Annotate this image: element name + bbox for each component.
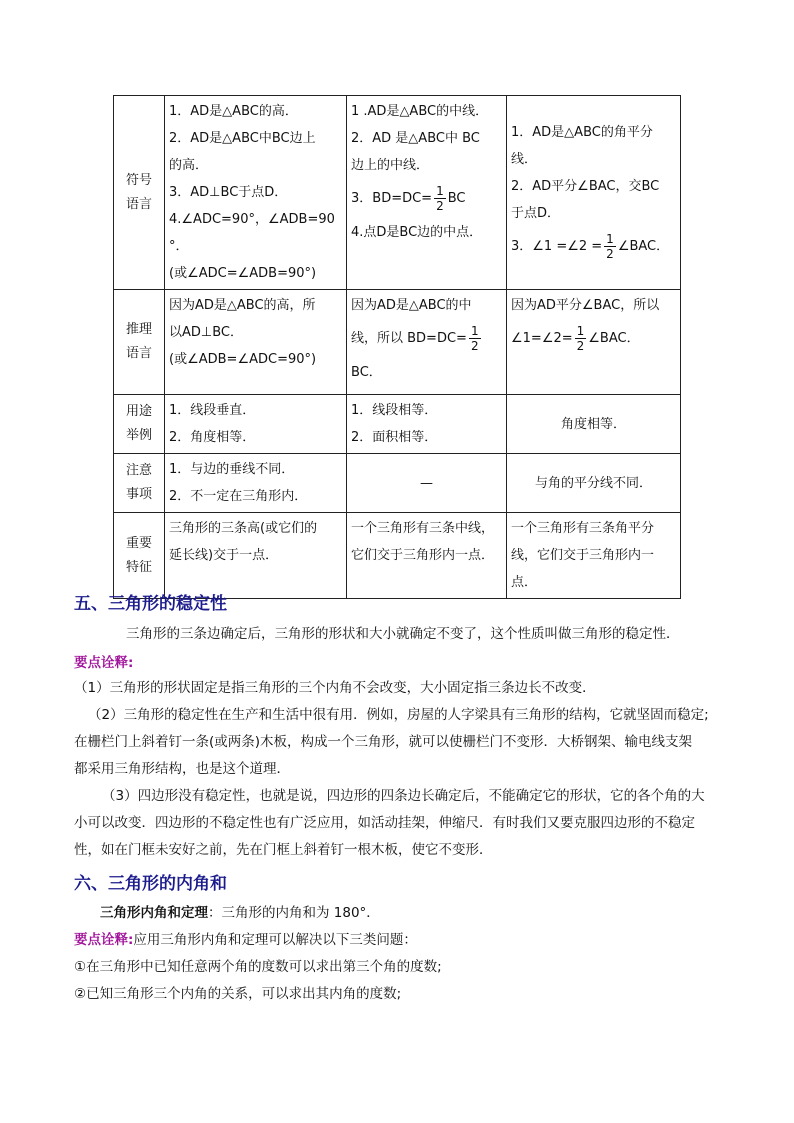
table-cell: 1．线段垂直． 2．角度相等．	[165, 395, 347, 454]
theorem-line	[100, 903, 380, 923]
table-row	[114, 96, 681, 290]
section-title: 六、三角形的内角和	[74, 874, 227, 894]
row-header: 重要 特征	[114, 513, 165, 599]
paragraph: 在栅栏门上斜着钉一条(或两条)木板，构成一个三角形，就可以使栅栏门不变形．大桥钢架、输电线支架	[74, 734, 693, 750]
paragraph: 小可以改变．四边形的不稳定性也有广泛应用，如活动挂架，伸缩尺．有时我们又要克服四边形的不稳定	[74, 815, 695, 831]
fraction: $\frac{1}{2}$	[606, 231, 614, 261]
paragraph: （3）四边形没有稳定性，也就是说，四边形的四条边长确定后，不能确定它的形状，它的各个角的大	[102, 788, 705, 804]
theorem-label: 三角形内角和定理	[100, 905, 208, 921]
table-cell: 角度相等．	[507, 395, 681, 454]
keypoint-label: 要点诠释:	[74, 655, 134, 671]
table-cell: 1．AD是△ABC的角平分 线． 2．AD平分∠BAC，交BC 于点D． 3．∠1 =∠2 = $\frac{1}{2}$ ∠BAC．	[507, 96, 681, 290]
list-item: ①在三角形中已知任意两个角的度数可以求出第三个角的度数;	[74, 959, 442, 975]
row-header: 注意 事项	[114, 454, 165, 513]
table-row	[114, 513, 681, 599]
table-row	[114, 454, 681, 513]
row-header: 符号 语言	[114, 96, 165, 290]
paragraph: 都采用三角形结构，也是这个道理．	[74, 761, 290, 777]
list-item: ②已知三角形三个内角的关系，可以求出其内角的度数;	[74, 986, 402, 1002]
table-cell: 因为AD平分∠BAC，所以 ∠1=∠2= $\frac{1}{2}$ ∠BAC．	[507, 290, 681, 395]
table-cell: —	[347, 454, 507, 513]
table-cell: 1．AD是△ABC的高． 2．AD是△ABC中BC边上 的高． 3．AD⊥BC于点D． 4.∠ADC=90°，∠ADB=90 °． (或∠ADC=∠ADB=90°)	[165, 96, 347, 290]
properties-table	[113, 95, 681, 599]
paragraph: （2）三角形的稳定性在生产和生活中很有用．例如，房屋的人字梁具有三角形的结构，它就坚固而稳定;	[88, 707, 709, 723]
row-header: 推理 语言	[114, 290, 165, 395]
paragraph: 性，如在门框未安好之前，先在门框上斜着钉一根木板，使它不变形．	[74, 842, 493, 858]
keypoint-line	[74, 930, 417, 950]
table-cell: 一个三角形有三条中线， 它们交于三角形内一点．	[347, 513, 507, 599]
fraction: $\frac{1}{2}$	[470, 324, 479, 353]
table-cell: 1．线段相等． 2．面积相等．	[347, 395, 507, 454]
paragraph: （1）三角形的形状固定是指三角形的三个内角不会改变，大小固定指三条边长不改变．	[74, 680, 596, 696]
table-cell: 三角形的三条高(或它们的 延长线)交于一点．	[165, 513, 347, 599]
fraction: $\frac{1}{2}$	[576, 324, 585, 353]
table-row	[114, 395, 681, 454]
table-cell: 1 .AD是△ABC的中线． 2．AD 是△ABC中 BC 边上的中线． 3．BD=DC= $\frac{1}{2}$ BC 4.点D是BC边的中点．	[347, 96, 507, 290]
keypoint-label: 要点诠释:	[74, 932, 134, 948]
keypoint-text: 应用三角形内角和定理可以解决以下三类问题：	[133, 932, 417, 948]
theorem-text: ：三角形的内角和为 180°．	[208, 905, 380, 921]
table-cell: 因为AD是△ABC的中 线，所以 BD=DC= $\frac{1}{2}$ BC．	[347, 290, 507, 395]
paragraph: 三角形的三条边确定后，三角形的形状和大小就确定不变了，这个性质叫做三角形的稳定性．	[126, 626, 680, 642]
table-cell: 与角的平分线不同．	[507, 454, 681, 513]
table-cell: 一个三角形有三条角平分 线，它们交于三角形内一 点．	[507, 513, 681, 599]
row-header: 用途 举例	[114, 395, 165, 454]
table-cell: 因为AD是△ABC的高，所 以AD⊥BC． (或∠ADB=∠ADC=90°)	[165, 290, 347, 395]
table-cell: 1．与边的垂线不同． 2．不一定在三角形内．	[165, 454, 347, 513]
section-title: 五、三角形的稳定性	[74, 594, 227, 614]
fraction: $\frac{1}{2}$	[436, 184, 444, 213]
table-row	[114, 290, 681, 395]
